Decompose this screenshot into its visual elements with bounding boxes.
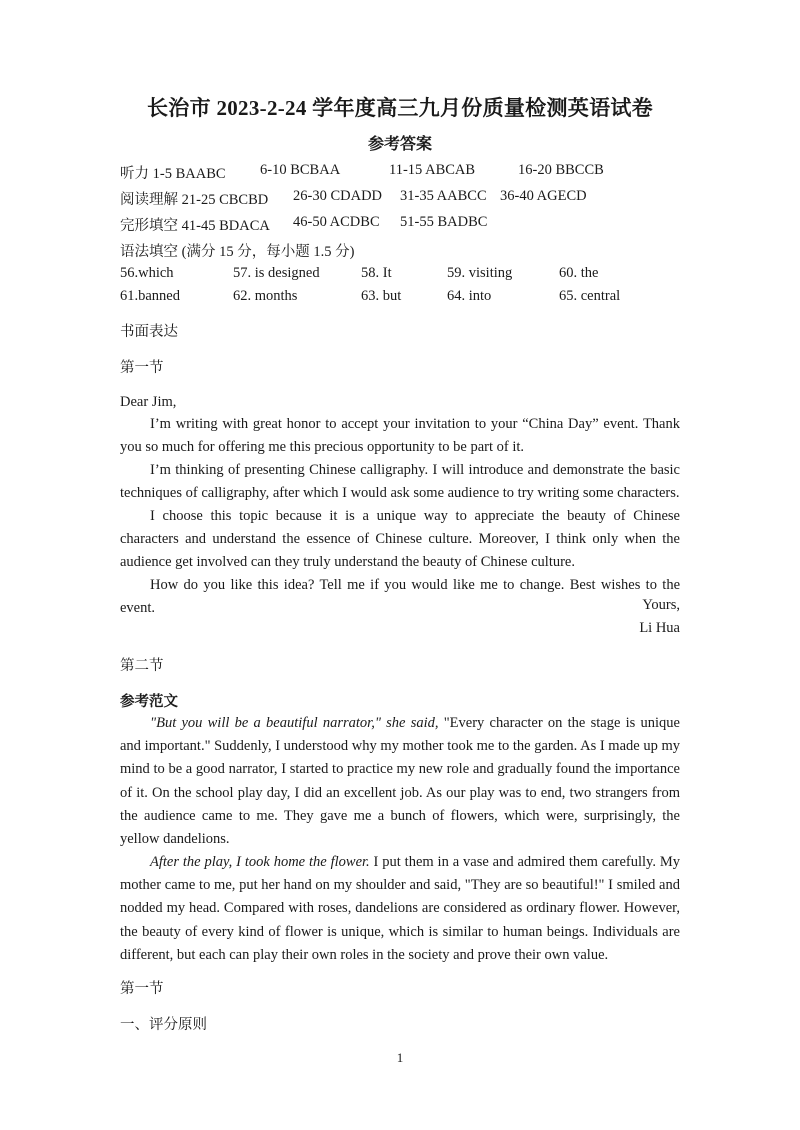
letter-salutation: Dear Jim, [120,394,177,410]
letter-paragraph-1: I’m writing with great honor to accept your invitation to your “China Day” event. Thank you so much for offering me this precious opportunity to be part of it. [120,416,680,456]
section-2-heading: 第二节 [120,658,164,674]
section-1-heading: 第一节 [120,360,164,376]
grammar-answer: 59. visiting [447,265,513,281]
cloze-group-2: 46-50 ACDBC [293,214,380,230]
grammar-answer: 57. is designed [233,265,320,281]
cloze-group-1: 完形填空 41-45 BDACA [120,218,270,234]
sample-paragraph-1-body: "Every character on the stage is unique and important." Suddenly, I understood why my mother took me to the garden. As I made up my mind to be a good narrator, I started to practice my new role and gradually found the importance of it. On the school play day, I did an excellent job. As our play was to end, two strangers from the audience came to me. They gave me a bunch of flowers, which were, surprisingly, the yellow dandelions. [120,715,680,848]
grammar-answer: 56.which [120,265,174,281]
page-number: 1 [396,1050,404,1065]
page-title: 长治市 2023-2-24 学年度高三九月份质量检测英语试卷 [147,96,653,120]
cloze-group-3: 51-55 BADBC [400,214,488,230]
section-1-repeat-heading: 第一节 [120,981,164,997]
listening-group-2: 6-10 BCBAA [260,162,341,178]
letter-signature: Li Hua [639,620,680,636]
sample-essay-heading: 参考范文 [120,694,178,710]
reading-group-2: 26-30 CDADD [293,188,383,204]
grammar-answer: 62. months [233,288,298,304]
sample-paragraph-2-lead: After the play, I took home the flower. [150,854,370,870]
grammar-answer: 58. It [361,265,392,281]
reading-group-1: 阅读理解 21-25 CBCBD [120,192,269,208]
grammar-answer: 64. into [447,288,492,304]
reading-group-3: 31-35 AABCC [400,188,487,204]
letter-paragraph-4: How do you like this idea? Tell me if you would like me to change. Best wishes to the event. [120,577,680,617]
scoring-criteria-heading: 一、评分原则 [120,1017,207,1033]
listening-group-4: 16-20 BBCCB [518,162,604,178]
grammar-answer: 60. the [559,265,599,281]
grammar-answer: 63. but [361,288,402,304]
sample-paragraph-1-lead: "But you will be a beautiful narrator," she said, [150,715,439,731]
grammar-heading: 语法填空 (满分 15 分，每小题 1.5 分) [120,244,355,260]
grammar-answer: 61.banned [120,288,180,304]
sample-paragraph-1 [120,712,680,851]
reading-group-4: 36-40 AGECD [500,188,587,204]
sample-paragraph-2 [120,851,680,967]
letter-closing: Yours, [642,597,680,613]
listening-group-1: 听力 1-5 BAABC [120,166,226,182]
sample-paragraph-2-body: I put them in a vase and admired them carefully. My mother came to me, put her hand on my shoulder and said, "They are so beautiful!" I smiled and nodded my head. Compared with roses, dandelions are considered as ordinary flower. However, the beauty of every kind of flower is unique, which is similar to human beings. Individuals are different, but each can play their own roles in the society and prove their own value. [120,854,680,963]
grammar-answer: 65. central [559,288,621,304]
letter-paragraph-2: I’m thinking of presenting Chinese calligraphy. I will introduce and demonstrate the basic techniques of calligraphy, after which I would ask some audience to try writing some characters. [120,462,680,502]
writing-heading: 书面表达 [120,324,178,340]
listening-group-3: 11-15 ABCAB [389,162,476,178]
page-subtitle: 参考答案 [367,136,432,153]
letter-paragraph-3: I choose this topic because it is a unique way to appreciate the beauty of Chinese characters and understand the essence of Chinese culture. Moreover, I think only when the audience get involved can they truly understand the beauty of Chinese culture. [120,508,680,571]
